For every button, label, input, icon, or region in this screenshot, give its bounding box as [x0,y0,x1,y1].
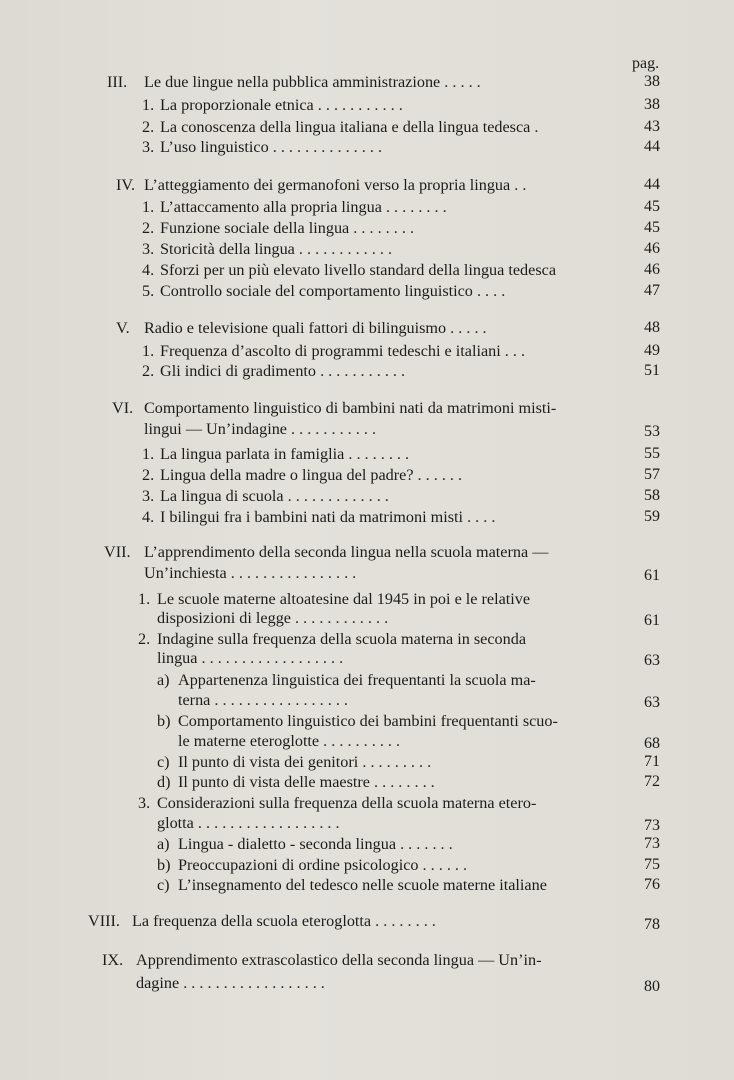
leader-dots: . . . . . . . . . . . . . . . . . . [197,649,344,667]
toc-entry-title: La frequenza della scuola eteroglotta [132,912,372,930]
toc-entry-title: Il punto di vista dei genitori [178,753,359,771]
toc-entry-title: glotta [157,814,194,832]
toc-entry-title: Radio e televisione quali fattori di bilinguismo [144,319,447,337]
leader-dots: . . . . . . . . . . . . . [283,487,389,505]
toc-entry-number: VI. [112,399,134,417]
leader-dots: . . . . . . . . . . . . [290,609,389,627]
toc-entry-number: 5. [142,282,155,300]
toc-entry-title: Comportamento linguistico dei bambini frequentanti scuo- [178,712,558,730]
toc-entry-title: Il punto di vista delle maestre [178,773,370,791]
toc-entry-number: 3. [138,794,151,812]
toc-entry-number: VIII. [88,912,120,930]
toc-entry-page: 44 [644,176,660,193]
toc-entry-title: La proporzionale etnica [160,96,314,114]
toc-entry-title: lingui — Un’indagine [144,420,287,438]
toc-entry-title: Sforzi per un più elevato livello standard della lingua tedesca [160,261,557,279]
toc-entry-page: 73 [644,835,660,852]
leader-dots: . . . . . . . . [381,198,447,216]
leader-dots: . . . . . . . [396,835,453,853]
toc-entry-title: La conoscenza della lingua italiana e della lingua tedesca [160,118,531,136]
toc-entry-page: 46 [644,240,660,257]
leader-dots: . . . . . [440,73,481,91]
toc-entry-title: L’attaccamento alla propria lingua [160,198,382,216]
toc-entry-page: 57 [644,466,660,483]
toc-entry-number: 2. [138,630,151,648]
toc-entry-page: 53 [644,423,660,440]
toc-entry-number: 1. [142,342,155,360]
leader-dots: . . . . . . [413,466,463,484]
toc-entry-number: 4. [142,508,155,526]
toc-entry-page: 58 [644,487,660,504]
leader-dots: . . . . . . . . . . . . . . . . . [210,691,348,709]
leader-dots: . . . . [472,282,506,300]
toc-entry-number: 3. [142,138,155,156]
toc-entry-title: Preoccupazioni di ordine psicologico [178,856,419,874]
toc-entry-title: L’apprendimento della seconda lingua nella scuola materna — [144,543,549,561]
toc-entry-number: 3. [142,487,155,505]
toc-entry-number: 2. [142,362,155,380]
toc-entry-title: Apprendimento extrascolastico della seconda lingua — Un’in- [136,951,542,969]
toc-entry-title: Considerazioni sulla frequenza della scuola materna etero- [157,794,537,812]
leader-dots: . . . . [463,508,496,526]
leader-dots: . . . . . . . . . . . [313,96,403,114]
toc-entry-title: I bilingui fra i bambini nati da matrimoni misti [160,508,464,526]
toc-entry-number: 1. [138,590,151,608]
toc-entry-page: 45 [644,219,660,236]
toc-entry-number: V. [116,319,130,337]
toc-entry-page: 75 [644,856,660,873]
toc-entry-page: 63 [644,694,660,711]
leader-dots: . . . . . . . . . . . . [294,240,392,258]
toc-entry-number: c) [157,753,170,771]
leader-dots: . . . . . . [418,856,468,874]
toc-entry-number: 1. [142,445,155,463]
toc-entry-page: 46 [644,261,660,278]
toc-entry-page: 38 [644,73,660,90]
toc-entry-page: 68 [644,735,660,752]
leader-dots: . . . . . . . . . . . . . . . . . . [193,814,340,832]
toc-entry-title: Comportamento linguistico di bambini nati da matrimoni misti- [144,399,557,417]
toc-entry-title: L’atteggiamento dei germanofoni verso la propria lingua [144,176,511,194]
toc-entry-title: Le due lingue nella pubblica amministrazione [144,73,441,91]
toc-entry-number: 2. [142,118,155,136]
leader-dots: . . . . . . . . [344,445,410,463]
leader-dots: . . . [500,342,526,360]
toc-entry-page: 61 [644,567,660,584]
toc-entry-page: 48 [644,319,660,336]
toc-entry-page: 51 [644,362,660,379]
toc-entry-number: IX. [102,951,124,969]
toc-entry-page: 49 [644,342,660,359]
toc-entry-page: 61 [644,612,660,629]
toc-entry-number: 2. [142,466,155,484]
leader-dots: . . . . . [446,319,487,337]
leader-dots: . . . . . . . . . . . [286,420,376,438]
toc-entry-number: 4. [142,261,155,279]
toc-entry-title: Storicità della lingua [160,240,295,258]
toc-entry-title: disposizioni di legge [157,609,291,627]
toc-entry-title: Controllo sociale del comportamento linguistico [160,282,473,300]
leader-dots: . . . . . . . . . . [319,732,401,750]
toc-entry-number: VII. [104,543,131,561]
leader-dots: . . . . . . . . [369,773,435,791]
toc-entry-title: Lingua - dialetto - seconda lingua [178,835,397,853]
toc-entry-title: La lingua di scuola [160,487,284,505]
toc-entry-page: 55 [644,445,660,462]
toc-entry-number: b) [157,856,171,874]
toc-entry-number: IV. [116,176,136,194]
toc-entry-page: 78 [644,916,660,933]
toc-entry-number: b) [157,712,171,730]
toc-entry-title: L’insegnamento del tedesco nelle scuole materne italiane [178,876,547,894]
toc-entry-title: La lingua parlata in famiglia [160,445,345,463]
leader-dots: . . . . . . . . . . . . . . [268,138,382,156]
leader-dots: . . . . . . . . [349,219,414,237]
leader-dots: . . . . . . . . [371,912,436,930]
leader-dots: . [530,118,539,136]
toc-entry-page: 59 [644,508,660,525]
toc-entry-title: Un’inchiesta [144,564,227,582]
toc-entry-title: L’uso linguistico [160,138,269,156]
toc-entry-number: d) [157,773,171,791]
toc-entry-title: le materne eteroglotte [178,732,320,750]
toc-entry-page: 72 [644,773,660,790]
toc-entry-number: c) [157,876,170,894]
toc-entry-number: III. [107,73,128,91]
toc-entry-title: lingua [157,649,198,667]
toc-entry-page: 63 [644,652,660,669]
toc-entry-title: Lingua della madre o lingua del padre? [160,466,414,484]
toc-entry-page: 43 [644,118,660,135]
toc-entry-page: 73 [644,817,660,834]
toc-entry-page: 47 [644,282,660,299]
toc-entry-title: Gli indici di gradimento [160,362,317,380]
toc-entry-number: 3. [142,240,155,258]
toc-entry-title: Le scuole materne altoatesine dal 1945 in poi e le relative [157,590,531,608]
toc-entry-number: 1. [142,96,155,114]
leader-dots: . . . . . . . . . . . [316,362,406,380]
leader-dots: . . . . . . . . . . . . . . . . [226,564,357,582]
toc-entry-title: Frequenza d’ascolto di programmi tedeschi e italiani [160,342,501,360]
toc-entry-page: 38 [644,96,660,113]
page-column-header: pag. [632,55,660,72]
toc-entry-number: 1. [142,198,155,216]
toc-entry-page: 80 [644,978,660,995]
toc-entry-page: 45 [644,198,660,215]
toc-entry-title: Appartenenza linguistica dei frequentanti la scuola ma- [178,671,536,689]
toc-entry-page: 44 [644,138,660,155]
toc-entry-number: a) [157,835,170,853]
leader-dots: . . . . . . . . . [358,753,432,771]
toc-entry-title: Indagine sulla frequenza della scuola materna in seconda [157,630,527,648]
toc-entry-page: 71 [644,753,660,770]
leader-dots: . . . . . . . . . . . . . . . . . . [179,974,325,992]
toc-entry-title: dagine [136,974,180,992]
toc-entry-title: terna [178,691,211,709]
toc-entry-number: a) [157,671,170,689]
toc-entry-page: 76 [644,876,660,893]
toc-entry-number: 2. [142,219,155,237]
leader-dots: . . [510,176,527,194]
toc-entry-title: Funzione sociale della lingua [160,219,350,237]
